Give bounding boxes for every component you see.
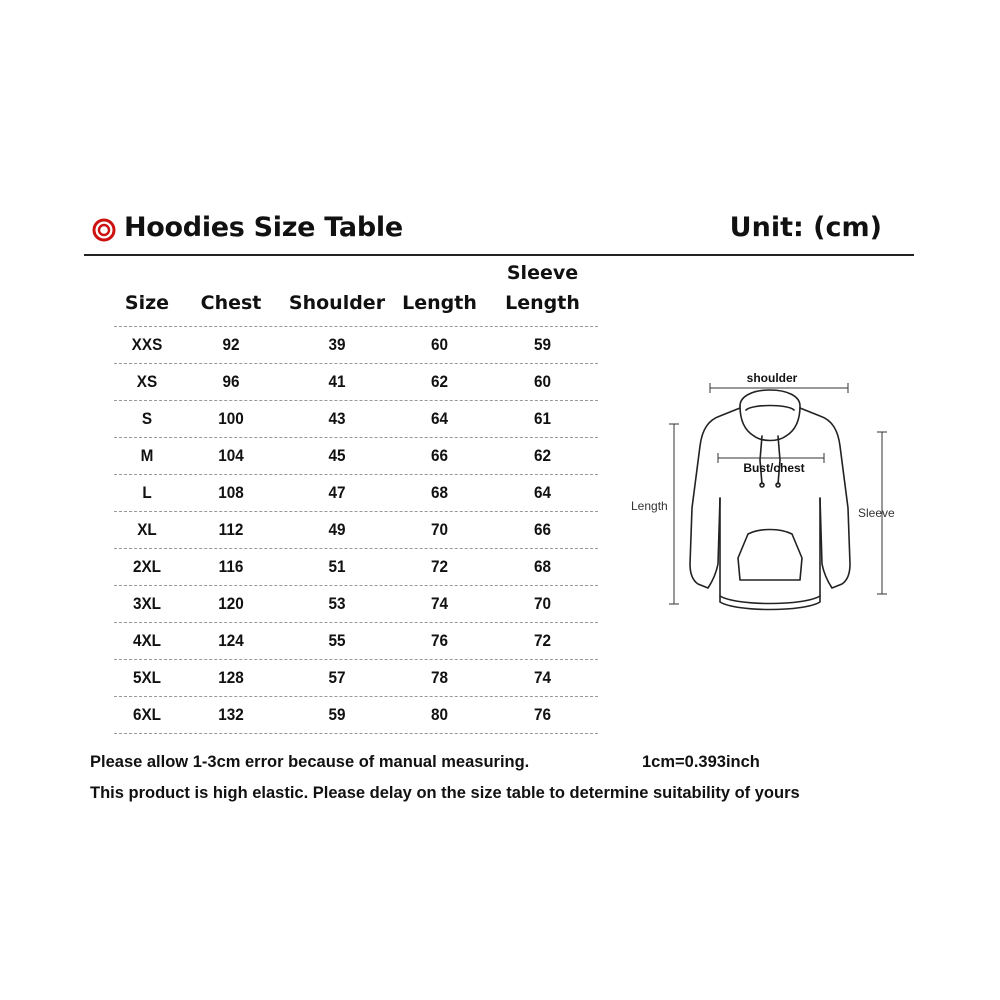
- measurement-error-note: Please allow 1-3cm error because of manual measuring.: [90, 753, 530, 771]
- cell-chest: 112: [218, 520, 244, 539]
- cell-sleeve-length: 76: [533, 705, 552, 724]
- cell-sleeve-length: 72: [533, 631, 552, 650]
- cell-chest: 104: [218, 446, 244, 465]
- cell-length: 62: [430, 372, 449, 391]
- cell-length: 80: [430, 705, 449, 724]
- table-row: [114, 548, 598, 585]
- table-row: [114, 696, 598, 734]
- cell-sleeve-length: 59: [533, 335, 552, 354]
- cell-sleeve-length: 64: [533, 483, 552, 502]
- cell-size: M: [140, 446, 154, 465]
- page-title: Hoodies Size Table: [124, 212, 403, 243]
- table-row: [114, 474, 598, 511]
- table-row: [114, 363, 598, 400]
- cell-length: 66: [430, 446, 449, 465]
- cell-size: XS: [136, 372, 158, 391]
- table-row: [114, 585, 598, 622]
- header-sleeve-length: Sleeve Length: [505, 262, 580, 314]
- cell-chest: 124: [218, 631, 244, 650]
- cell-shoulder: 59: [328, 705, 346, 724]
- circle-logo-icon: [92, 218, 116, 242]
- cell-sleeve-length: 70: [533, 594, 552, 613]
- cell-sleeve-length: 66: [533, 520, 552, 539]
- hoodie-diagram: [628, 368, 898, 620]
- cell-size: XL: [137, 520, 157, 539]
- unit-conversion: 1cm=0.393inch: [642, 753, 760, 771]
- cell-chest: 96: [222, 372, 240, 391]
- table-row: [114, 326, 598, 363]
- cell-length: 74: [430, 594, 449, 613]
- cell-sleeve-length: 74: [533, 668, 552, 687]
- cell-chest: 132: [218, 705, 244, 724]
- table-row: [114, 400, 598, 437]
- header-shoulder: Shoulder: [288, 292, 386, 314]
- cell-sleeve-length: 68: [533, 557, 552, 576]
- cell-size: 4XL: [132, 631, 162, 650]
- table-header: [114, 258, 598, 326]
- cell-chest: 116: [218, 557, 244, 576]
- cell-shoulder: 45: [328, 446, 346, 465]
- cell-shoulder: 53: [328, 594, 346, 613]
- hoodie-outline-icon: [690, 390, 850, 610]
- cell-chest: 100: [218, 409, 244, 428]
- cell-sleeve-length: 61: [533, 409, 552, 428]
- unit-label: Unit: (cm): [729, 212, 882, 243]
- cell-size: 3XL: [132, 594, 162, 613]
- cell-chest: 92: [222, 335, 240, 354]
- cell-sleeve-length: 60: [533, 372, 552, 391]
- shoulder-label: shoulder: [746, 371, 798, 385]
- cell-length: 68: [430, 483, 449, 502]
- cell-length: 60: [430, 335, 449, 354]
- cell-length: 70: [430, 520, 449, 539]
- cell-size: L: [142, 483, 152, 502]
- cell-length: 64: [430, 409, 449, 428]
- title-row: [92, 212, 882, 252]
- cell-shoulder: 49: [328, 520, 346, 539]
- table-row: [114, 659, 598, 696]
- table-row: [114, 437, 598, 474]
- cell-shoulder: 47: [328, 483, 346, 502]
- cell-shoulder: 41: [328, 372, 346, 391]
- cell-shoulder: 39: [328, 335, 346, 354]
- chest-label: Bust/chest: [743, 461, 805, 475]
- cell-shoulder: 43: [328, 409, 346, 428]
- header-chest: Chest: [200, 292, 262, 314]
- cell-sleeve-length: 62: [533, 446, 552, 465]
- cell-size: S: [141, 409, 153, 428]
- table-row: [114, 511, 598, 548]
- cell-size: 6XL: [132, 705, 162, 724]
- cell-length: 72: [430, 557, 449, 576]
- title-divider: [84, 254, 914, 256]
- cell-size: 2XL: [132, 557, 162, 576]
- cell-shoulder: 57: [328, 668, 346, 687]
- measure-lines: [669, 383, 887, 604]
- table-row: [114, 622, 598, 659]
- header-length: Length: [402, 292, 477, 314]
- cell-length: 78: [430, 668, 449, 687]
- cell-shoulder: 55: [328, 631, 346, 650]
- header-size: Size: [124, 292, 170, 314]
- cell-chest: 120: [218, 594, 244, 613]
- cell-size: 5XL: [132, 668, 162, 687]
- cell-size: XXS: [131, 335, 163, 354]
- cell-shoulder: 51: [328, 557, 346, 576]
- table-body: [114, 326, 598, 734]
- elasticity-note: This product is high elastic. Please delay on the size table to determine suitability of yours: [90, 784, 800, 802]
- cell-chest: 108: [218, 483, 244, 502]
- cell-chest: 128: [218, 668, 244, 687]
- length-label: Length: [631, 499, 668, 513]
- size-table: [114, 258, 598, 734]
- cell-length: 76: [430, 631, 449, 650]
- sleeve-label: Sleeve: [858, 506, 895, 520]
